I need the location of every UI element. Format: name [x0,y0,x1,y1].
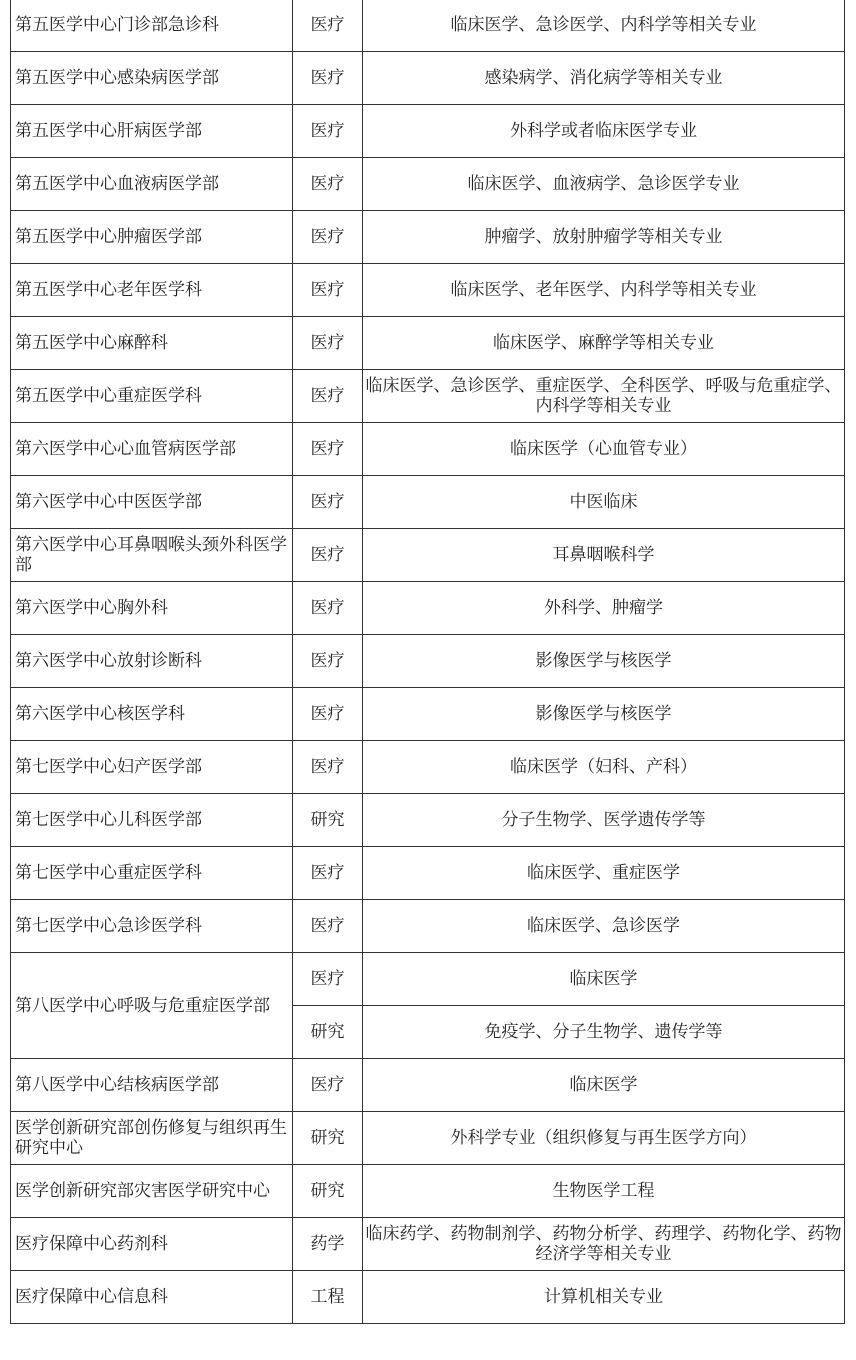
department-cell: 第七医学中心儿科医学部 [11,794,293,847]
position-type-cell: 医疗 [293,370,363,423]
table-row [11,688,845,741]
major-cell: 临床医学、重症医学 [363,847,845,900]
major-cell: 临床医学 [363,953,845,1006]
table-row [11,953,845,1006]
position-type-cell: 医疗 [293,1059,363,1112]
department-cell: 第五医学中心血液病医学部 [11,158,293,211]
major-cell: 临床医学（妇科、产科） [363,741,845,794]
table-row [11,847,845,900]
department-cell: 第六医学中心核医学科 [11,688,293,741]
table-row [11,1112,845,1165]
major-cell: 临床医学、急诊医学、重症医学、全科医学、呼吸与危重症学、内科学等相关专业 [363,370,845,423]
department-cell: 第五医学中心肿瘤医学部 [11,211,293,264]
department-cell: 医疗保障中心药剂科 [11,1218,293,1271]
major-cell: 外科学专业（组织修复与再生医学方向） [363,1112,845,1165]
major-cell: 影像医学与核医学 [363,635,845,688]
department-cell: 第五医学中心肝病医学部 [11,105,293,158]
department-cell: 第五医学中心老年医学科 [11,264,293,317]
department-cell: 第八医学中心结核病医学部 [11,1059,293,1112]
table-row [11,1165,845,1218]
position-type-cell: 研究 [293,794,363,847]
table-row [11,529,845,582]
table-row [11,105,845,158]
department-cell: 第六医学中心胸外科 [11,582,293,635]
table-row [11,1271,845,1324]
position-type-cell: 医疗 [293,741,363,794]
major-cell: 生物医学工程 [363,1165,845,1218]
position-type-cell: 医疗 [293,423,363,476]
department-cell: 第八医学中心呼吸与危重症医学部 [11,953,293,1059]
table-row [11,900,845,953]
position-type-cell: 医疗 [293,211,363,264]
major-cell: 临床药学、药物制剂学、药物分析学、药理学、药物化学、药物经济学等相关专业 [363,1218,845,1271]
department-cell: 第五医学中心感染病医学部 [11,52,293,105]
department-cell: 第六医学中心放射诊断科 [11,635,293,688]
major-cell: 计算机相关专业 [363,1271,845,1324]
table-row [11,264,845,317]
table-row [11,52,845,105]
position-type-cell: 医疗 [293,953,363,1006]
position-type-cell: 医疗 [293,847,363,900]
table-row [11,317,845,370]
department-cell: 第六医学中心心血管病医学部 [11,423,293,476]
department-cell: 医学创新研究部创伤修复与组织再生研究中心 [11,1112,293,1165]
table-row [11,582,845,635]
table-row [11,794,845,847]
major-cell: 临床医学、急诊医学 [363,900,845,953]
department-cell: 第七医学中心重症医学科 [11,847,293,900]
department-cell: 医学创新研究部灾害医学研究中心 [11,1165,293,1218]
major-cell: 中医临床 [363,476,845,529]
major-cell: 免疫学、分子生物学、遗传学等 [363,1006,845,1059]
department-cell: 第七医学中心急诊医学科 [11,900,293,953]
major-cell: 外科学或者临床医学专业 [363,105,845,158]
position-type-cell: 医疗 [293,52,363,105]
table-row [11,423,845,476]
major-cell: 肿瘤学、放射肿瘤学等相关专业 [363,211,845,264]
table-row [11,741,845,794]
major-cell: 外科学、肿瘤学 [363,582,845,635]
major-cell: 临床医学 [363,1059,845,1112]
major-cell: 分子生物学、医学遗传学等 [363,794,845,847]
position-type-cell: 研究 [293,1006,363,1059]
position-type-cell: 医疗 [293,158,363,211]
position-type-cell: 工程 [293,1271,363,1324]
table-row [11,476,845,529]
table-row [11,0,845,52]
position-type-cell: 医疗 [293,582,363,635]
position-type-cell: 医疗 [293,105,363,158]
table-row [11,211,845,264]
position-type-cell: 医疗 [293,0,363,52]
department-cell: 第六医学中心中医医学部 [11,476,293,529]
table-row [11,370,845,423]
department-cell: 第五医学中心重症医学科 [11,370,293,423]
position-type-cell: 研究 [293,1165,363,1218]
major-cell: 影像医学与核医学 [363,688,845,741]
position-type-cell: 研究 [293,1112,363,1165]
department-cell: 第五医学中心麻醉科 [11,317,293,370]
major-cell: 临床医学、麻醉学等相关专业 [363,317,845,370]
department-cell: 第七医学中心妇产医学部 [11,741,293,794]
table-row [11,635,845,688]
major-cell: 临床医学、老年医学、内科学等相关专业 [363,264,845,317]
major-cell: 临床医学、急诊医学、内科学等相关专业 [363,0,845,52]
position-type-cell: 医疗 [293,317,363,370]
position-type-cell: 医疗 [293,529,363,582]
major-cell: 感染病学、消化病学等相关专业 [363,52,845,105]
position-type-cell: 医疗 [293,264,363,317]
position-type-cell: 医疗 [293,635,363,688]
recruitment-table [10,0,845,1324]
position-type-cell: 医疗 [293,900,363,953]
major-cell: 临床医学（心血管专业） [363,423,845,476]
major-cell: 耳鼻咽喉科学 [363,529,845,582]
table-row [11,1059,845,1112]
table-row [11,158,845,211]
table-row [11,1218,845,1271]
position-type-cell: 医疗 [293,476,363,529]
department-cell: 第五医学中心门诊部急诊科 [11,0,293,52]
table-body [11,0,845,1324]
position-type-cell: 医疗 [293,688,363,741]
major-cell: 临床医学、血液病学、急诊医学专业 [363,158,845,211]
department-cell: 医疗保障中心信息科 [11,1271,293,1324]
position-type-cell: 药学 [293,1218,363,1271]
department-cell: 第六医学中心耳鼻咽喉头颈外科医学部 [11,529,293,582]
